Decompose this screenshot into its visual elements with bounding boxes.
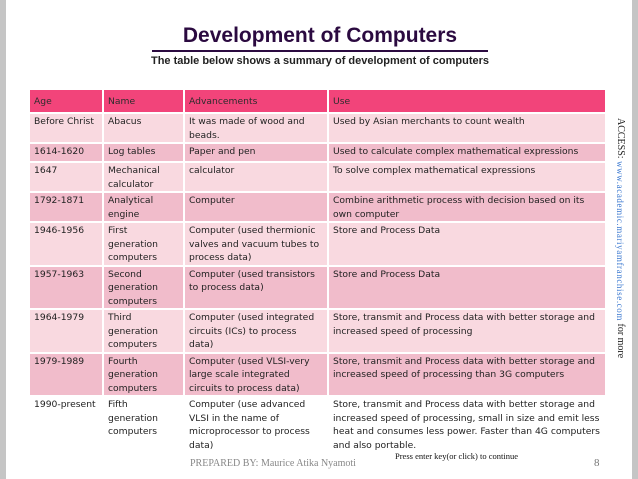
- cell-name: Fifth generation computers: [103, 396, 184, 462]
- slide-subtitle: The table below shows a summary of development of computers: [150, 55, 489, 67]
- cell-use: Store and Process Data: [328, 266, 606, 310]
- cell-age: Before Christ: [30, 113, 103, 143]
- table-row: [30, 192, 606, 222]
- cell-use: To solve complex mathematical expressions: [328, 162, 606, 192]
- cell-name: Mechanical calculator: [103, 162, 184, 192]
- cell-age: 1964-1979: [30, 309, 103, 353]
- cell-age: 1792-1871: [30, 192, 103, 222]
- cell-advancements: Paper and pen: [184, 143, 328, 162]
- cell-advancements: Computer (used transistors to process data): [184, 266, 328, 310]
- cell-use: Used to calculate complex mathematical expressions: [328, 143, 606, 162]
- table-header-row: [30, 90, 606, 113]
- side-access-note: [611, 118, 629, 388]
- computer-history-table: [30, 90, 607, 462]
- slide-title: Development of Computers: [182, 24, 458, 47]
- footer-author: PREPARED BY: Maurice Atika Nyamoti: [190, 458, 356, 469]
- table-row: [30, 309, 606, 353]
- header-use: Use: [328, 90, 606, 113]
- table-row: [30, 222, 606, 266]
- cell-name: Fourth generation computers: [103, 353, 184, 397]
- cell-use: Combine arithmetic process with decision based on its own computer: [328, 192, 606, 222]
- table-row: [30, 266, 606, 310]
- page-number: 8: [594, 457, 600, 469]
- header-name: Name: [103, 90, 184, 113]
- cell-advancements: Computer (used VLSI-very large scale integrated circuits to process data): [184, 353, 328, 397]
- cell-name: Log tables: [103, 143, 184, 162]
- header-age: Age: [30, 90, 103, 113]
- header-advancements: Advancements: [184, 90, 328, 113]
- left-border: [0, 0, 6, 479]
- continue-hint: Press enter key(or click) to continue: [395, 451, 518, 461]
- cell-use: Store and Process Data: [328, 222, 606, 266]
- cell-use: Store, transmit and Process data with better storage and increased speed of processing, small in size and emit less heat and consumes less power. Faster than 4G computers and also portable.: [328, 396, 606, 462]
- cell-advancements: calculator: [184, 162, 328, 192]
- right-border: [632, 0, 638, 479]
- table-row: [30, 143, 606, 162]
- cell-advancements: Computer: [184, 192, 328, 222]
- table-row: [30, 353, 606, 397]
- side-note-link[interactable]: www.academic.mariyamfranchise.com: [615, 161, 625, 321]
- table-row: [30, 162, 606, 192]
- cell-name: Analytical engine: [103, 192, 184, 222]
- cell-name: Abacus: [103, 113, 184, 143]
- cell-name: Second generation computers: [103, 266, 184, 310]
- cell-name: First generation computers: [103, 222, 184, 266]
- cell-age: 1979-1989: [30, 353, 103, 397]
- cell-use: Store, transmit and Process data with better storage and increased speed of processing than 3G computers: [328, 353, 606, 397]
- table-row: [30, 113, 606, 143]
- cell-advancements: It was made of wood and beads.: [184, 113, 328, 143]
- cell-advancements: Computer (used thermionic valves and vacuum tubes to process data): [184, 222, 328, 266]
- cell-advancements: Computer (used integrated circuits (ICs) to process data): [184, 309, 328, 353]
- cell-age: 1614-1620: [30, 143, 103, 162]
- cell-age: 1990-present: [30, 396, 103, 462]
- cell-advancements: Computer (use advanced VLSI in the name of microprocessor to process data): [184, 396, 328, 462]
- cell-use: Used by Asian merchants to count wealth: [328, 113, 606, 143]
- side-note-prefix: ACCESS:: [615, 118, 626, 162]
- title-underline: [152, 50, 488, 52]
- cell-age: 1946-1956: [30, 222, 103, 266]
- cell-age: 1957-1963: [30, 266, 103, 310]
- side-note-suffix: for more: [615, 320, 626, 359]
- cell-name: Third generation computers: [103, 309, 184, 353]
- cell-age: 1647: [30, 162, 103, 192]
- cell-use: Store, transmit and Process data with better storage and increased speed of processing: [328, 309, 606, 353]
